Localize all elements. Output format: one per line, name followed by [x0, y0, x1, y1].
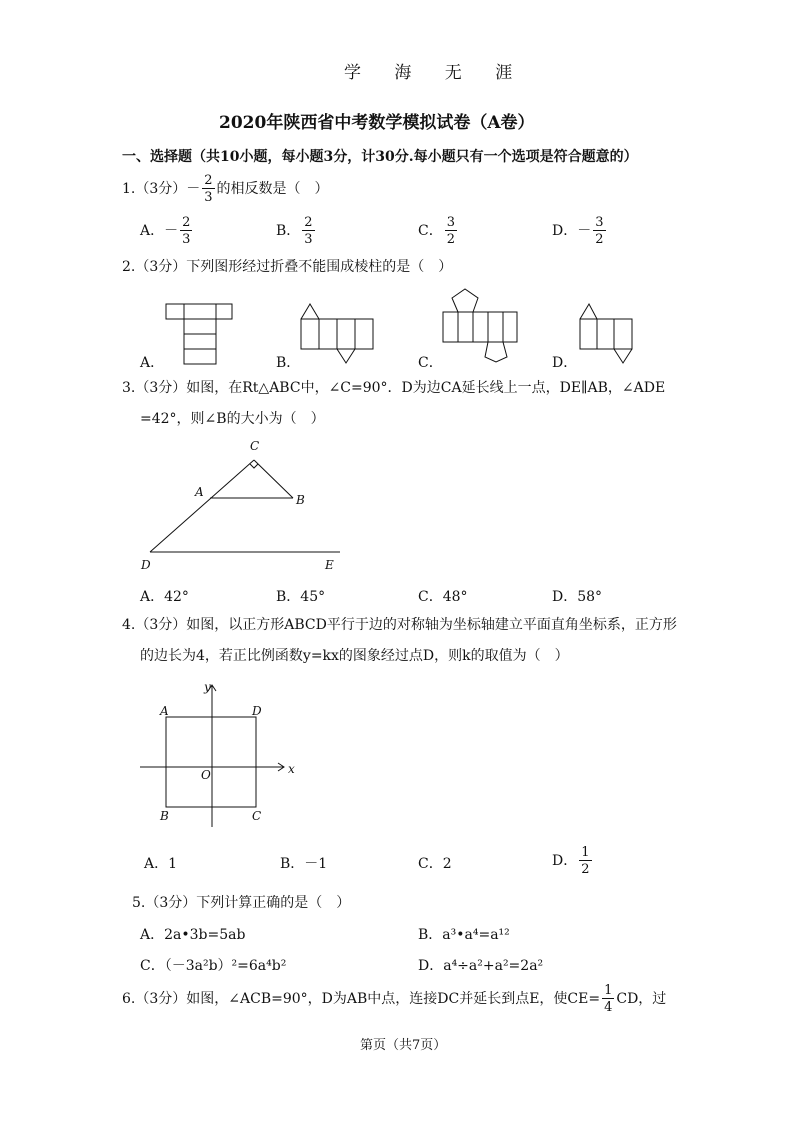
- q2-net-d: [580, 304, 632, 363]
- q1-fraction: [202, 174, 214, 204]
- page-header: 学 海 无 涯: [344, 63, 527, 83]
- question-5: 5.（3分）下列计算正确的是（ ）: [132, 895, 351, 911]
- q1-d-label: D．－: [552, 223, 592, 239]
- q2-net-a: [166, 304, 232, 364]
- q4-d-den: 2: [581, 862, 590, 877]
- q4-label-b: B: [160, 809, 169, 823]
- q5-option-b[interactable]: B．a³•a⁴=a¹²: [418, 927, 510, 943]
- question-3-line-1: 3.（3分）如图，在Rt△ABC中，∠C=90°．D为边CA延长线上一点，DE∥AB，∠ADE: [122, 380, 666, 396]
- question-3-line-2: =42°，则∠B的大小为（ ）: [140, 411, 325, 427]
- q4-option-d[interactable]: [552, 846, 594, 876]
- q1-b-num: 2: [304, 215, 313, 230]
- question-4-line-2: 的边长为4，若正比例函数y=kx的图象经过点D，则k的取值为（ ）: [140, 648, 569, 664]
- q3-figure: [0, 430, 800, 580]
- q4-figure: [0, 675, 800, 835]
- q4-label-d: D: [252, 704, 262, 718]
- q4-d-num: 1: [581, 845, 590, 860]
- q1-a-label: A．－: [140, 223, 179, 239]
- q1-c-num: 3: [446, 215, 455, 230]
- q1-d-num: 3: [595, 215, 604, 230]
- q1-option-c[interactable]: [418, 216, 459, 246]
- q3-option-d[interactable]: D．58°: [552, 589, 603, 605]
- q2-option-c[interactable]: C．: [418, 355, 443, 371]
- q3-label-a: A: [195, 485, 204, 499]
- q2-net-b: [301, 304, 373, 363]
- q1-c-den: 2: [446, 232, 455, 247]
- q1-option-a[interactable]: [140, 216, 194, 246]
- q3-label-c: C: [250, 439, 260, 453]
- q1-frac-den: 3: [204, 190, 213, 205]
- q4-label-o: O: [201, 768, 211, 782]
- q4-option-c[interactable]: C．2: [418, 856, 452, 872]
- q3-label-d: D: [141, 558, 151, 572]
- q1-option-b[interactable]: [276, 216, 317, 246]
- q3-label-b: B: [296, 493, 305, 507]
- q1-stem-post: 的相反数是（ ）: [216, 181, 329, 197]
- q5-option-a[interactable]: A．2a•3b=5ab: [140, 927, 246, 943]
- q2-net-c: [443, 289, 517, 362]
- q1-frac-num: 2: [204, 173, 213, 188]
- q4-label-x: x: [288, 762, 295, 776]
- q1-c-label: C．: [418, 223, 443, 239]
- question-2: 2.（3分）下列图形经过折叠不能围成棱柱的是（ ）: [122, 259, 453, 275]
- q4-label-a: A: [160, 704, 169, 718]
- q6-frac-den: 4: [604, 1000, 613, 1015]
- q2-option-a[interactable]: A．: [140, 355, 165, 371]
- q1-option-d[interactable]: [552, 216, 608, 246]
- q6-stem-pre: 6.（3分）如图，∠ACB=90°，D为AB中点，连接DC并延长到点E，使CE=: [122, 991, 601, 1007]
- section-heading: 一、选择题（共10小题，每小题3分，计30分.每小题只有一个选项是符合题意的）: [122, 149, 638, 165]
- q1-a-num: 2: [182, 215, 191, 230]
- q6-stem-post: CD，过: [616, 991, 667, 1007]
- q5-option-c[interactable]: C．（－3a²b）²=6a⁴b²: [140, 958, 287, 974]
- q3-option-b[interactable]: B．45°: [276, 589, 326, 605]
- q3-label-e: E: [325, 558, 334, 572]
- q4-label-c: C: [252, 809, 262, 823]
- question-6: [122, 984, 666, 1014]
- exam-title: 2020年陕西省中考数学模拟试卷（A卷）: [219, 113, 535, 133]
- q1-d-den: 2: [595, 232, 604, 247]
- q1-b-label: B．: [276, 223, 301, 239]
- question-1: [122, 174, 329, 204]
- q2-option-d[interactable]: D．: [552, 355, 578, 371]
- page-footer: 第页（共7页）: [360, 1038, 447, 1053]
- q1-stem-pre: 1.（3分）－: [122, 181, 201, 197]
- q3-option-c[interactable]: C．48°: [418, 589, 468, 605]
- q2-option-b[interactable]: B．: [276, 355, 301, 371]
- q5-option-d[interactable]: D．a⁴÷a²+a²=2a²: [418, 958, 544, 974]
- q6-frac-num: 1: [604, 983, 613, 998]
- q4-option-a[interactable]: A．1: [144, 856, 178, 872]
- q3-option-a[interactable]: A．42°: [140, 589, 189, 605]
- question-4-line-1: 4.（3分）如图，以正方形ABCD平行于边的对称轴为坐标轴建立平面直角坐标系，正方形: [122, 617, 677, 633]
- q2-figures: [0, 280, 800, 375]
- q1-a-den: 3: [182, 232, 191, 247]
- q4-d-label: D．: [552, 853, 578, 869]
- q1-b-den: 3: [304, 232, 313, 247]
- q4-option-b[interactable]: B．－1: [280, 856, 328, 872]
- q4-label-y: y: [204, 680, 211, 694]
